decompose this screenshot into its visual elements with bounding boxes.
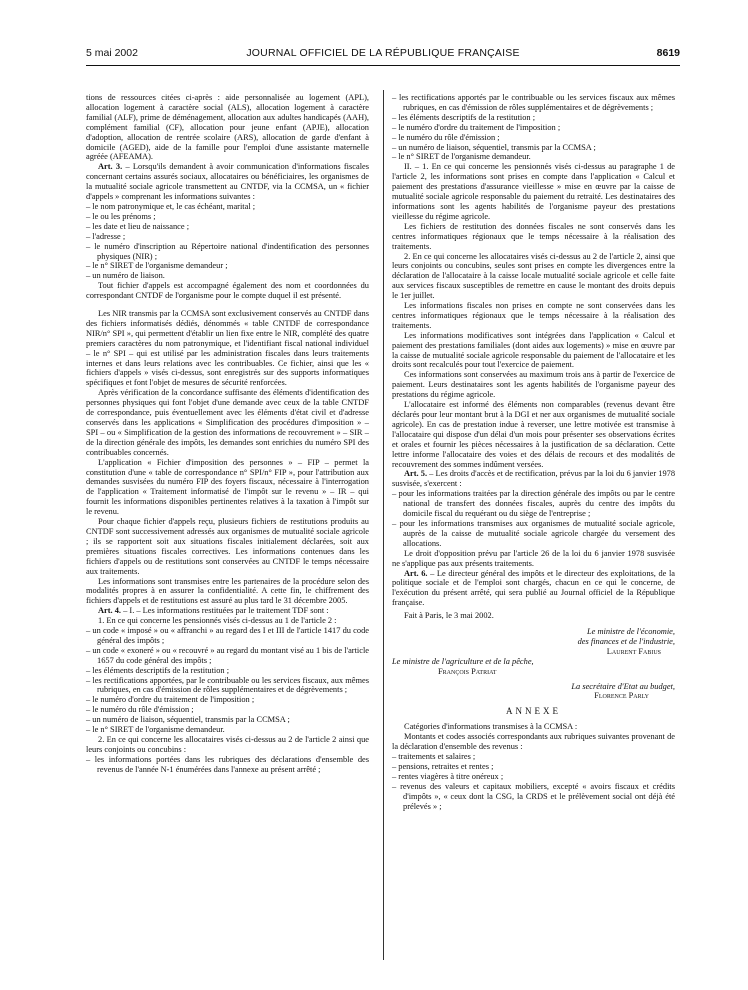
- list-item: – le n° SIRET de l'organisme demandeur.: [392, 152, 531, 162]
- signatory-name: Florence Parly: [594, 691, 649, 701]
- signatory-name: François Patriat: [438, 666, 497, 676]
- list-item: – le numéro d'ordre du traitement de l'imposition ;: [86, 695, 255, 705]
- paragraph-text: Les droits d'accès et de rectification, prévus par la loi du 6 janvier 1978 susvisée, s'exercent :: [392, 469, 676, 489]
- list-item: – les date et lieu de naissance ;: [86, 221, 190, 231]
- article-label: Art. 4.: [98, 606, 122, 616]
- paragraph: Les informations modificatives sont intégrées dans l'application « Calcul et paiement des prestations familiales (dont aides aux logements) » mise en œuvre par la caisse de mutualité sociale agricole responsable du paiement de l'allocataire et les droits sont recalculés pour tout l'exercice de paiement.: [392, 330, 675, 370]
- paragraph: Montants et codes associés correspondants aux rubriques suivantes provenant de la déclaration d'ensemble des revenus :: [392, 732, 675, 752]
- list-item: – traitements et salaires ;: [392, 752, 476, 761]
- page-header: [86, 47, 680, 61]
- list-item: – les rectifications apportés par le contribuable ou les services fiscaux aux mêmes rubriques, en cas d'émission de rôles supplémentaires et de dégrèvements ;: [392, 93, 675, 112]
- paragraph: 2. En ce qui concerne les allocataires visés ci-dessus au 2 de l'article 2, ainsi que leurs conjoints ou concubins, seules sont prises en compte les divergences entre la déclaration de l'allocataire à la caisse locale mutualité sociale agricole et celle faite aux services fiscaux susceptibles de remettre en cause le montant des droits depuis le 1er juillet.: [392, 251, 675, 301]
- article-label: Art. 6.: [404, 568, 428, 578]
- paragraph: L'allocataire est informé des éléments non comparables (revenus devant être déclarés pour leur montant brut à la DGI et ner aux organismes de mutualité sociale agricole). En cas de prestation indue à reverser, une lettre motivée est transmise à l'allocataire qui dispose d'un délai d'un mois pour présenter ses observations écrites et orales et fournir les pièces nécessaires à la justification de sa déclaration. Cette lettre informe l'allocataire des voies et des délais de recours et des modalités de recouvrement des sommes indûment versées.: [392, 400, 675, 469]
- left-column: [86, 93, 369, 775]
- list-item: – le ou les prénoms ;: [86, 211, 156, 221]
- signature-title: des finances et de l'industrie,: [577, 636, 675, 646]
- list-item: – pour les informations transmises aux organismes de mutualité sociale agricole, auprès de la caisse de mutualité sociale agricole chargée du versement des allocations.: [392, 518, 675, 548]
- list-item: – pensions, retraites et rentes ;: [392, 761, 494, 771]
- column-divider: [383, 90, 384, 960]
- paragraph: 1. En ce qui concerne les pensionnés visés ci-dessus au 1 de l'article 2 :: [98, 616, 337, 626]
- list-item: – l'adresse ;: [86, 231, 126, 241]
- list-item: – le n° SIRET de l'organisme demandeur.: [86, 725, 225, 735]
- list-item: – un numéro de liaison, séquentiel, transmis par la CCMSA ;: [392, 142, 596, 152]
- paragraph-text: Le directeur général des impôts et le directeur des exploitations, de la politique sociale et de l'emploi sont chargés, chacun en ce qui le concerne, de l'exécution du présent arrêté, qui sera publié au Journal officiel de la République française.: [392, 568, 675, 608]
- paragraph: L'application « Fichier d'imposition des personnes » – FIP – permet la constitution d'une « table de correspondance n° SPI/n° FIP », pour l'attribution aux demandes susvisées du numéro FIP des foyers fiscaux, nécessaire à l'interrogation de l'application « Traitement informatisé de l'impôt sur le revenu » – IR – qui fournit les informations disponibles pertinentes relatives à la taxation à l'impôt sur le revenu.: [86, 457, 369, 517]
- paragraph: tions de ressources citées ci-après : aide personnalisée au logement (APL), allocation logement à caractère social (ALS), allocation logement à caractère familial (ALF), prime de déménagement, allocation aux adultes handicapés (AAH), complément familial (CF), allocation pour jeune enfant (APJE), allocation d'adoption, allocation de rentrée scolaire (ARS), allocation de garde d'enfant à domicile (AGED), aide de la famille pour l'emploi d'une assistante maternelle agréée (AFEAMA).: [86, 93, 369, 162]
- article-4: Art. 4. – I. – Les informations restituées par le traitement TDF sont :: [98, 606, 329, 616]
- signature-title: Le ministre de l'économie,: [586, 627, 675, 637]
- paragraph: Tout fichier d'appels est accompagné également des nom et coordonnées du correspondant CNTDF de l'organisme pour le compte duquel il est présenté.: [86, 281, 369, 301]
- paragraph: 2. En ce qui concerne les allocataires visés ci-dessus au 2 de l'article 2 ainsi que leurs conjoints ou concubins :: [86, 735, 369, 754]
- list-item: – les éléments descriptifs de la restitution ;: [392, 112, 536, 122]
- article-label: Art. 3.: [98, 162, 123, 172]
- list-item: – les éléments descriptifs de la restitution ;: [86, 665, 230, 675]
- paragraph: Catégories d'informations transmises à la CCMSA :: [404, 722, 578, 732]
- article-3: Art. 3. – Lorsqu'ils demandent à avoir communication d'informations fiscales concernant certains assurés sociaux, allocataires ou bénéficiaires, les organismes de la mutualité sociale agricole transmettent au CNTDF, via la CCMSA, un « fichier d'appels » comprenant les informations suivantes :: [86, 162, 370, 202]
- list-item: – le numéro du rôle d'émission ;: [392, 132, 500, 142]
- paragraph: Les informations sont transmises entre les partenaires de la procédure selon des modalités propres à en assurer la confidentialité. A cette fin, le chiffrement des fichiers d'appels et de restitutions est assuré au plus tard le 31 décembre 2005.: [86, 576, 369, 606]
- list-item: – pour les informations traitées par la direction générale des impôts ou par le centre national de transfert des données fiscales, auprès du centre des impôts du domicile fiscal du requérant ou du siège de l'entreprise ;: [392, 489, 675, 519]
- list-item: – les informations portées dans les rubriques des déclarations d'ensemble des revenus de l'année N-1 énumérées dans l'annexe au présent arrêté ;: [86, 754, 369, 774]
- article-5: Art. 5. – Les droits d'accès et de rectification, prévus par la loi du 6 janvier 1978 susvisée, s'exercent :: [392, 469, 676, 489]
- signatory-name: Laurent Fabius: [606, 646, 661, 656]
- list-item: – un numéro de liaison, séquentiel, transmis par la CCMSA ;: [86, 715, 290, 725]
- list-item: – le numéro d'inscription au Répertoire national d'indentification des personnes physiques (NIR) ;: [86, 241, 369, 261]
- list-item: – les rectifications apportées, par le contribuable ou les services fiscaux, aux mêmes rubriques, en cas d'émission de rôles supplémentaires et de dégrèvements ;: [86, 675, 369, 695]
- list-item: – le n° SIRET de l'organisme demandeur ;: [86, 261, 228, 271]
- list-item: – un code « exoneré » ou « recouvré » au regard du montant visé au 1 bis de l'article 1657 du code général des impôts ;: [86, 645, 369, 665]
- paragraph: Pour chaque fichier d'appels reçu, plusieurs fichiers de restitutions produits au CNTDF sont successivement adressés aux organismes de mutualité sociale agricole ; ils se rapportent soit aux situations fiscales initialement déclarées, soit aux premières situations fiscales correctives. Les informations contenues dans les fichiers d'appels ou de restitutions sont conservées au CNTDF le temps nécessaire aux traitements.: [86, 517, 369, 576]
- signature-title: La secrétaire d'Etat au budget,: [571, 681, 675, 691]
- header-page-number: 8619: [656, 47, 680, 59]
- paragraph-text: I. – Les informations restituées par le traitement TDF sont :: [129, 606, 329, 616]
- article-label: Art. 5.: [404, 469, 428, 479]
- paragraph: Les informations fiscales non prises en compte ne sont conservées dans les centres informatiques régionaux que le temps nécessaire à la réalisation des traitements.: [392, 301, 675, 330]
- header-date: 5 mai 2002: [86, 47, 138, 59]
- paragraph: Ces informations sont conservées au maximum trois ans à partir de l'exercice de paiement. Leurs destinataires sont les agents habilités de l'organisme payeur des prestations du régime agricole.: [392, 370, 675, 400]
- right-column: [392, 93, 675, 811]
- paragraph-text: Lorsqu'ils demandent à avoir communication d'informations fiscales concernant certains assurés sociaux, allocataires ou bénéficiaires, les organismes de la mutualité sociale agricole transmettent au CNTDF, via la CCMSA, un « fichier d'appels » comprenant les informations suivantes :: [86, 162, 370, 202]
- header-rule: [86, 65, 680, 66]
- list-item: – le numéro d'ordre du traitement de l'imposition ;: [392, 122, 561, 132]
- list-item: – revenus des valeurs et capitaux mobiliers, excepté « avoirs fiscaux et crédits d'impôts », « ceux dont la CSG, la CRDS et le prélèvement social ont déjà été prélevés » ;: [392, 781, 675, 811]
- article-6: Art. 6. – Le directeur général des impôts et le directeur des exploitations, de la politique sociale et de l'emploi sont chargés, chacun en ce qui le concerne, de l'exécution du présent arrêté, qui sera publié au Journal officiel de la République française.: [392, 568, 675, 608]
- header-journal-title: JOURNAL OFFICIEL DE LA RÉPUBLIQUE FRANÇAISE: [246, 47, 520, 59]
- paragraph: Les fichiers de restitution des données fiscales ne sont conservés dans les centres informatiques régionaux que le temps nécessaire à la réalisation des traitements.: [392, 221, 675, 251]
- signature-date: Fait à Paris, le 3 mai 2002.: [404, 611, 494, 621]
- annex-title: ANNEXE: [506, 706, 561, 717]
- list-item: – le nom patronymique et, le cas échéant, marital ;: [86, 201, 256, 211]
- paragraph: Après vérification de la concordance suffisante des éléments d'identification des personnes physiques qui font l'objet d'une demande avec ceux de la table CNTDF de correspondance, puis éventuellement avec les éléments d'état civil et d'adresse conservés dans les applications « Simplification des procédures d'imposition » – SPI – ou « Simplification de la gestion des informations de recouvrement » – SIR – de la direction générale des impôts, les demandes sont enrichies du numéro SPI des contribuables concernés.: [86, 388, 369, 457]
- list-item: – rentes viagères à titre onéreux ;: [392, 771, 504, 781]
- list-item: – un code « imposé » ou « affranchi » au regard des I et III de l'article 1417 du code général des impôts ;: [86, 626, 369, 645]
- list-item: – le numéro du rôle d'émission ;: [86, 705, 194, 715]
- signature-title: Le ministre de l'agriculture et de la pêche,: [392, 656, 534, 666]
- paragraph: Les NIR transmis par la CCMSA sont exclusivement conservés au CNTDF dans des fichiers informatisés dédiés, dénommés « table CNTDF de correspondance NIR/n° SPI », qui permettent d'établir un lien fixe entre le NIR, complété des quatre premiers caractères du nom patronymique, et l'identifiant fiscal national individuel – le n° SPI – qui est utilisé par les administration fiscales dans leurs traitements internes et dans leurs relations avec les contribuables. Ce fichier, ainsi que les « fichiers d'appels » visés ci-dessus, sont enregistrés sur des supports informatiques spécifiques et font l'objet de mesures de sécurité renforcées.: [86, 309, 369, 388]
- list-item: – un numéro de liaison.: [86, 271, 165, 281]
- paragraph: Le droit d'opposition prévu par l'article 26 de la loi du 6 janvier 1978 susvisée ne s'applique pas aux présents traitements.: [392, 548, 675, 568]
- paragraph: II. – 1. En ce qui concerne les pensionnés visés ci-dessus au paragraphe 1 de l'article 2, les informations sont prises en compte dans l'application « Calcul et paiement des prestations d'assurance vieillesse » mise en œuvre par la caisse de mutualité sociale agricole responsable du paiement du retraité. Les destinataires des informations sont les agents habilités de l'organisme payeur des prestations vieillesse du régime agricole.: [392, 162, 675, 221]
